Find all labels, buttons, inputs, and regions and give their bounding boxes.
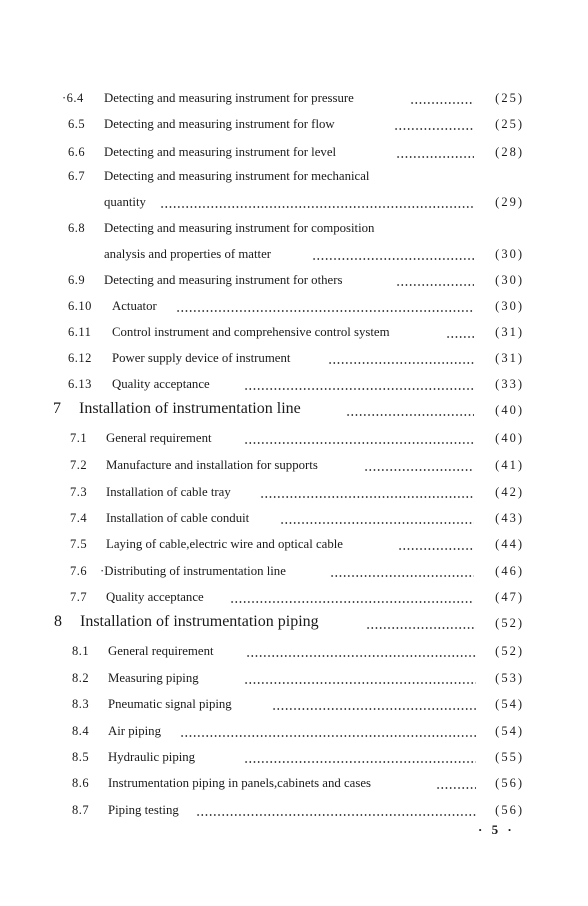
dot-leader xyxy=(398,548,474,550)
toc-entry-6-8 xyxy=(0,214,588,238)
entry-page: (46) xyxy=(495,564,524,578)
toc-entry-6-8-cont xyxy=(0,240,588,264)
entry-page: (31) xyxy=(495,351,524,365)
entry-page: (54) xyxy=(495,697,524,711)
entry-number: 6.7 xyxy=(68,169,86,183)
toc-entry-7-7 xyxy=(0,583,588,607)
entry-title: Actuator xyxy=(112,299,157,313)
entry-page: (56) xyxy=(495,803,524,817)
dot-leader xyxy=(160,206,474,208)
entry-title: Manufacture and installation for supports xyxy=(106,458,318,472)
dot-leader xyxy=(244,388,474,390)
entry-title: Hydraulic piping xyxy=(108,750,196,764)
entry-page: (25) xyxy=(495,117,524,131)
toc-entry-6-6 xyxy=(0,138,588,162)
toc-entry-6-12 xyxy=(0,344,588,368)
entry-page: (25) xyxy=(495,91,524,105)
dot-leader xyxy=(346,414,474,416)
entry-page: (30) xyxy=(495,273,524,287)
entry-title: Power supply device of instrument xyxy=(112,351,291,365)
entry-title: Detecting and measuring instrument for flow xyxy=(104,117,335,131)
entry-title: Measuring piping xyxy=(108,671,199,685)
entry-number: 8.7 xyxy=(72,803,90,817)
entry-number: ·6.4 xyxy=(62,91,84,105)
entry-number: 8.4 xyxy=(72,724,90,738)
dot-leader xyxy=(272,708,476,710)
entry-page: (52) xyxy=(495,616,524,630)
entry-number: 8.1 xyxy=(72,644,90,658)
entry-number: 6.13 xyxy=(68,377,92,391)
entry-page: (47) xyxy=(495,590,524,604)
entry-number: 7.3 xyxy=(70,485,88,499)
dot-leader xyxy=(176,310,474,312)
entry-number: 8.5 xyxy=(72,750,90,764)
dot-leader xyxy=(230,601,474,603)
entry-title: Detecting and measuring instrument for level xyxy=(104,145,337,159)
dot-leader xyxy=(196,814,476,816)
entry-page: (53) xyxy=(495,671,524,685)
entry-number: 7.2 xyxy=(70,458,88,472)
entry-number: 7.4 xyxy=(70,511,88,525)
toc-entry-8-7 xyxy=(0,796,588,820)
dot-leader xyxy=(244,442,474,444)
entry-page: (52) xyxy=(495,644,524,658)
dot-leader xyxy=(394,128,474,130)
entry-number: 8.3 xyxy=(72,697,90,711)
dot-leader xyxy=(280,522,474,524)
entry-title: Instrumentation piping in panels,cabinets and cases xyxy=(108,776,371,790)
entry-title: General requirement xyxy=(108,644,214,658)
page-number: · 5 · xyxy=(478,822,515,837)
entry-title: Pneumatic signal piping xyxy=(108,697,232,711)
toc-entry-7-1 xyxy=(0,424,588,448)
dot-leader xyxy=(246,655,476,657)
entry-title: Detecting and measuring instrument for others xyxy=(104,273,343,287)
entry-number: 7.1 xyxy=(70,431,88,445)
toc-entry-7-4 xyxy=(0,504,588,528)
toc-entry-8-5 xyxy=(0,743,588,767)
dot-leader xyxy=(328,362,474,364)
dot-leader xyxy=(364,469,474,471)
dot-leader xyxy=(366,627,476,629)
toc-entry-8-2 xyxy=(0,664,588,688)
entry-page: (29) xyxy=(495,195,524,209)
toc-entry-7-3 xyxy=(0,478,588,502)
entry-title: Quality acceptance xyxy=(106,590,204,604)
entry-title: ·Distributing of instrumentation line xyxy=(100,564,286,578)
entry-page: (55) xyxy=(495,750,524,764)
toc-chapter-8 xyxy=(0,609,588,633)
toc-entry-7-6 xyxy=(0,557,588,581)
dot-leader xyxy=(446,336,474,338)
dot-leader xyxy=(312,258,474,260)
entry-number: 6.6 xyxy=(68,145,86,159)
entry-page: (41) xyxy=(495,458,524,472)
entry-page: (54) xyxy=(495,724,524,738)
entry-title: Installation of cable conduit xyxy=(106,511,250,525)
toc-entry-6-10 xyxy=(0,292,588,316)
entry-page: (40) xyxy=(495,403,524,417)
toc-entry-6-5 xyxy=(0,110,588,134)
entry-number: 6.9 xyxy=(68,273,86,287)
toc-entry-6-7-cont xyxy=(0,188,588,212)
dot-leader xyxy=(396,284,474,286)
entry-title: Quality acceptance xyxy=(112,377,210,391)
entry-title: Piping testing xyxy=(108,803,179,817)
entry-title: Air piping xyxy=(108,724,161,738)
entry-title: Detecting and measuring instrument for pressure xyxy=(104,91,354,105)
entry-number: 6.11 xyxy=(68,325,92,339)
entry-number: 7.6 xyxy=(70,564,88,578)
toc-entry-6-7 xyxy=(0,162,588,186)
toc-entry-8-3 xyxy=(0,690,588,714)
entry-title: Detecting and measuring instrument for composition xyxy=(104,221,375,235)
dot-leader xyxy=(180,735,476,737)
toc-entry-6-4 xyxy=(0,84,588,108)
chapter-number: 7 xyxy=(53,400,62,417)
entry-number: 7.5 xyxy=(70,537,88,551)
entry-number: 8.6 xyxy=(72,776,90,790)
entry-page: (44) xyxy=(495,537,524,551)
entry-number: 8.2 xyxy=(72,671,90,685)
entry-title: General requirement xyxy=(106,431,212,445)
entry-page: (40) xyxy=(495,431,524,445)
entry-title: Laying of cable,electric wire and optical cable xyxy=(106,537,343,551)
toc-entry-7-2 xyxy=(0,451,588,475)
entry-page: (30) xyxy=(495,299,524,313)
chapter-number: 8 xyxy=(54,613,63,630)
entry-title: Detecting and measuring instrument for mechanical xyxy=(104,169,370,183)
toc-entry-6-11 xyxy=(0,318,588,342)
dot-leader xyxy=(396,156,474,158)
entry-number: 6.8 xyxy=(68,221,86,235)
toc-entry-8-4 xyxy=(0,717,588,741)
toc-chapter-7 xyxy=(0,396,588,420)
entry-number: 6.12 xyxy=(68,351,92,365)
entry-title: quantity xyxy=(104,195,146,209)
chapter-title: Installation of instrumentation line xyxy=(79,400,301,417)
entry-number: 6.5 xyxy=(68,117,86,131)
entry-number: 6.10 xyxy=(68,299,92,313)
toc-entry-6-9 xyxy=(0,266,588,290)
entry-page: (33) xyxy=(495,377,524,391)
dot-leader xyxy=(244,682,476,684)
dot-leader xyxy=(330,575,474,577)
entry-page: (28) xyxy=(495,145,524,159)
toc-entry-6-13 xyxy=(0,370,588,394)
entry-title: Control instrument and comprehensive control system xyxy=(112,325,390,339)
toc-entry-8-1 xyxy=(0,637,588,661)
dot-leader xyxy=(410,102,474,104)
dot-leader xyxy=(260,496,474,498)
entry-number: 7.7 xyxy=(70,590,88,604)
entry-page: (31) xyxy=(495,325,524,339)
entry-page: (56) xyxy=(495,776,524,790)
toc-entry-7-5 xyxy=(0,530,588,554)
dot-leader xyxy=(244,761,476,763)
chapter-title: Installation of instrumentation piping xyxy=(80,613,319,630)
entry-title: analysis and properties of matter xyxy=(104,247,272,261)
entry-page: (43) xyxy=(495,511,524,525)
entry-title: Installation of cable tray xyxy=(106,485,231,499)
entry-page: (42) xyxy=(495,485,524,499)
dot-leader xyxy=(436,787,476,789)
entry-page: (30) xyxy=(495,247,524,261)
toc-entry-8-6 xyxy=(0,769,588,793)
